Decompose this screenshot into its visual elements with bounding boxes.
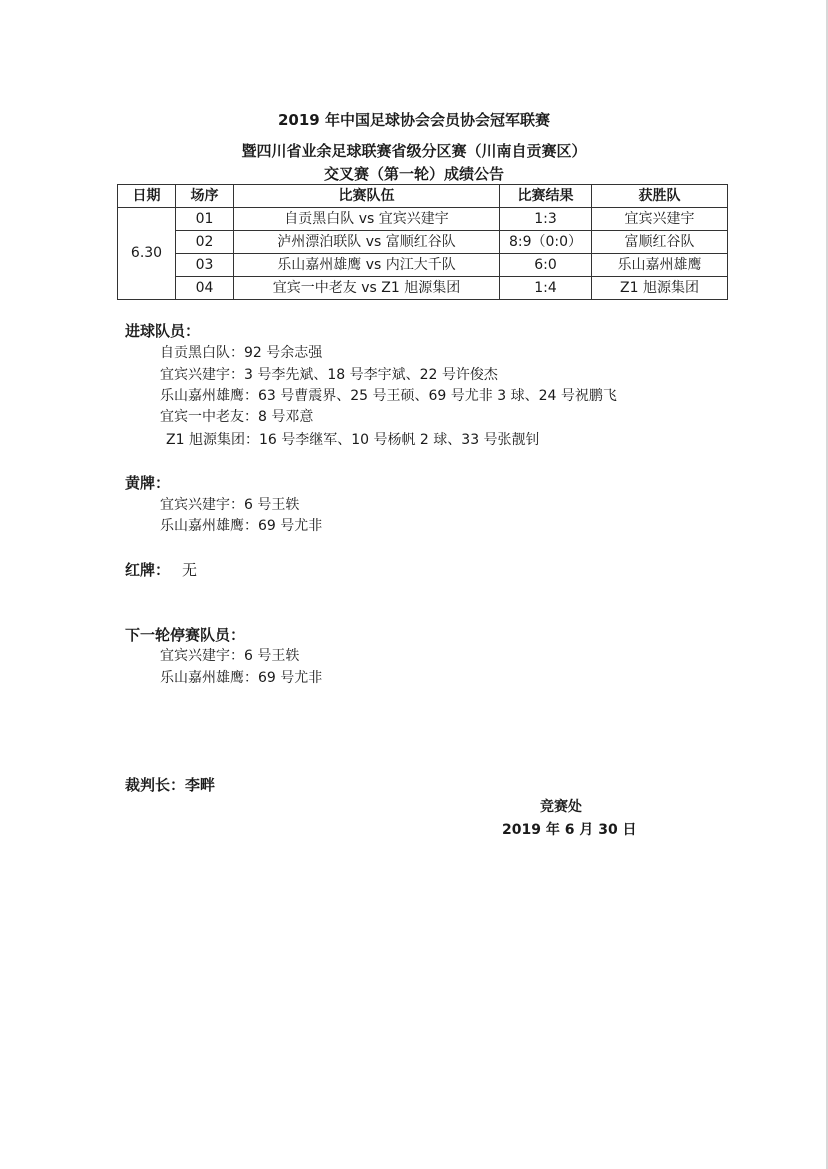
match-no-cell: 03: [176, 254, 234, 277]
red-cards-value: 无: [182, 561, 198, 579]
teams-cell: 乐山嘉州雄鹰 vs 内江大千队: [234, 254, 500, 277]
suspended-label: 下一轮停赛队员：: [125, 626, 246, 644]
results-table: [117, 184, 728, 300]
header-result: 比赛结果: [500, 185, 592, 208]
result-cell: 8:9（0:0）: [500, 231, 592, 254]
scorer-line: Z1 旭源集团：16 号李继军、10 号杨帆 2 球、33 号张靓钊: [166, 432, 540, 448]
red-cards-label: 红牌：: [125, 561, 171, 579]
table-header-row: [118, 185, 728, 208]
chief-referee: 裁判长：李畔: [125, 776, 216, 794]
yellow-cards-label: 黄牌：: [125, 474, 171, 492]
title-line-1: 2019 年中国足球协会会员协会冠军联赛: [278, 111, 550, 129]
header-date: 日期: [118, 185, 176, 208]
match-no-cell: 01: [176, 208, 234, 231]
yellow-card-line: 乐山嘉州雄鹰：69 号尤非: [160, 518, 323, 534]
teams-cell: 自贡黑白队 vs 宜宾兴建宇: [234, 208, 500, 231]
winner-cell: 宜宾兴建宇: [592, 208, 728, 231]
scorer-line: 宜宾兴建宇：3 号李先斌、18 号李宇斌、22 号许俊杰: [160, 367, 498, 383]
table-row: [118, 208, 728, 231]
teams-cell: 泸州漂泊联队 vs 富顺红谷队: [234, 231, 500, 254]
result-cell: 6:0: [500, 254, 592, 277]
result-cell: 1:3: [500, 208, 592, 231]
table-row: [118, 277, 728, 300]
signoff-date: 2019 年 6 月 30 日: [502, 822, 637, 838]
header-winner: 获胜队: [592, 185, 728, 208]
scorer-line: 宜宾一中老友：8 号邓意: [160, 409, 314, 425]
table-row: [118, 254, 728, 277]
scorer-line: 乐山嘉州雄鹰：63 号曹震界、25 号王硕、69 号尤非 3 球、24 号祝鹏飞: [160, 388, 617, 404]
teams-cell: 宜宾一中老友 vs Z1 旭源集团: [234, 277, 500, 300]
header-match-no: 场序: [176, 185, 234, 208]
result-cell: 1:4: [500, 277, 592, 300]
date-cell: 6.30: [118, 208, 176, 300]
suspended-line: 乐山嘉州雄鹰：69 号尤非: [160, 670, 323, 686]
scorer-line: 自贡黑白队：92 号余志强: [160, 345, 323, 361]
red-cards-row: [125, 559, 197, 581]
winner-cell: 富顺红谷队: [592, 231, 728, 254]
suspended-line: 宜宾兴建宇：6 号王轶: [160, 648, 300, 664]
header-teams: 比赛队伍: [234, 185, 500, 208]
match-no-cell: 02: [176, 231, 234, 254]
winner-cell: Z1 旭源集团: [592, 277, 728, 300]
title-line-2: 暨四川省业余足球联赛省级分区赛（川南自贡赛区）: [241, 142, 587, 160]
table-row: [118, 231, 728, 254]
title-line-3: 交叉赛（第一轮）成绩公告: [323, 165, 504, 183]
winner-cell: 乐山嘉州雄鹰: [592, 254, 728, 277]
match-no-cell: 04: [176, 277, 234, 300]
signoff-office: 竞赛处: [540, 799, 582, 815]
yellow-card-line: 宜宾兴建宇：6 号王轶: [160, 497, 300, 513]
scorers-label: 进球队员：: [125, 322, 201, 340]
